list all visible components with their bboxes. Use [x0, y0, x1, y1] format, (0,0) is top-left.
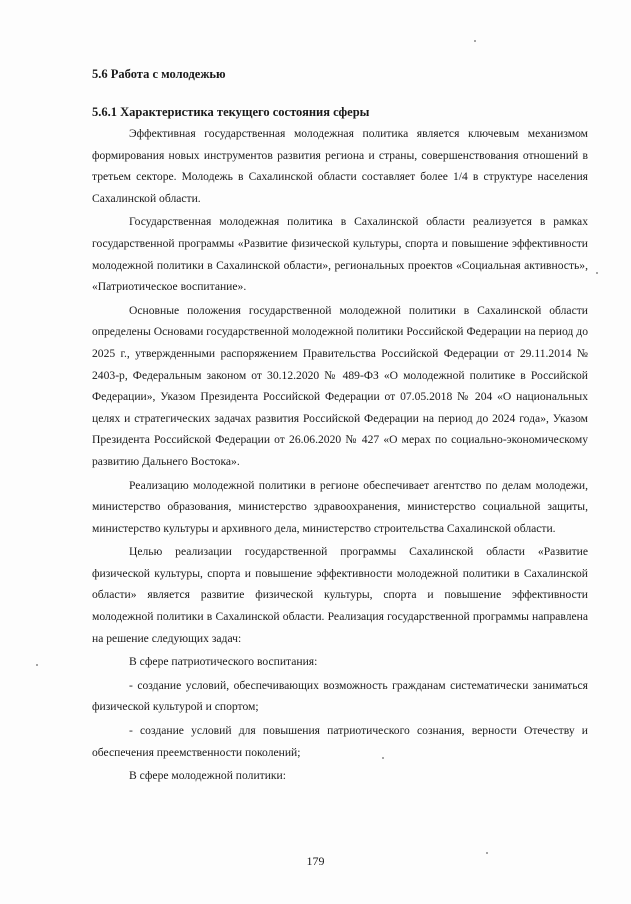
- scan-speck: [382, 757, 384, 759]
- scan-speck: [486, 852, 488, 854]
- paragraph: - создание условий, обеспечивающих возможность гражданам систематически заниматься физической культурой и спортом;: [92, 678, 588, 714]
- paragraph: Реализацию молодежной политики в регионе обеспечивает агентство по делам молодежи, министерство образования, министерство здравоохранения, министерство социальной защиты, министерство культуры и архивного дела, министерство строительства Сахалинской области.: [92, 478, 588, 535]
- paragraph: Основные положения государственной молодежной политики в Сахалинской области определены Основами государственной молодежной политики Российской Федерации на период до 2025 г., утвержденными распоряжением Правительства Российской Федерации от 29.11.2014 № 2403-р, Федеральным законом от 30.12.2020 № 489-ФЗ «О молодежной политике в Российской Федерации», Указом Президента Российской Федерации от 07.05.2018 № 204 «О национальных целях и стратегических задачах развития Российской Федерации на период до 2024 года», Указом Президента Российской Федерации от 26.06.2020 № 427 «О мерах по социально-экономическому развитию Дальнего Востока».: [92, 303, 588, 468]
- paragraph: - создание условий для повышения патриотического сознания, верности Отечеству и обеспечения преемственности поколений;: [92, 724, 588, 759]
- paragraph: В сфере патриотического воспитания:: [129, 655, 318, 669]
- paragraph: Целью реализации государственной программы Сахалинской области «Развитие физической культуры, спорта и повышение эффективности молодежной политики в Сахалинской области» является развитие физической культуры, спорта и повышение эффективности молодежной политики в Сахалинской области. Реализация государственной программы направлена на решение следующих задач:: [92, 545, 588, 645]
- paragraph: Государственная молодежная политика в Сахалинской области реализуется в рамках государственной программы «Развитие физической культуры, спорта и повышение эффективности молодежной политики в Сахалинской области», региональных проектов «Социальная активность», «Патриотическое воспитание».: [92, 215, 588, 294]
- subsection-title: 5.6.1 Характеристика текущего состояния сферы: [92, 105, 370, 119]
- section-title: 5.6 Работа с молодежью: [92, 67, 226, 81]
- page-content: [92, 66, 588, 787]
- paragraph: Эффективная государственная молодежная политика является ключевым механизмом формирования новых инструментов развития региона и страны, совершенствования отношений в третьем секторе. Молодежь в Сахалинской области составляет более 1/4 в структуре населения Сахалинской области.: [92, 127, 588, 205]
- scan-speck: [474, 40, 476, 42]
- scan-speck: [596, 272, 598, 274]
- page-number: 179: [306, 854, 325, 868]
- scan-speck: [36, 664, 38, 666]
- paragraph: В сфере молодежной политики:: [129, 769, 286, 783]
